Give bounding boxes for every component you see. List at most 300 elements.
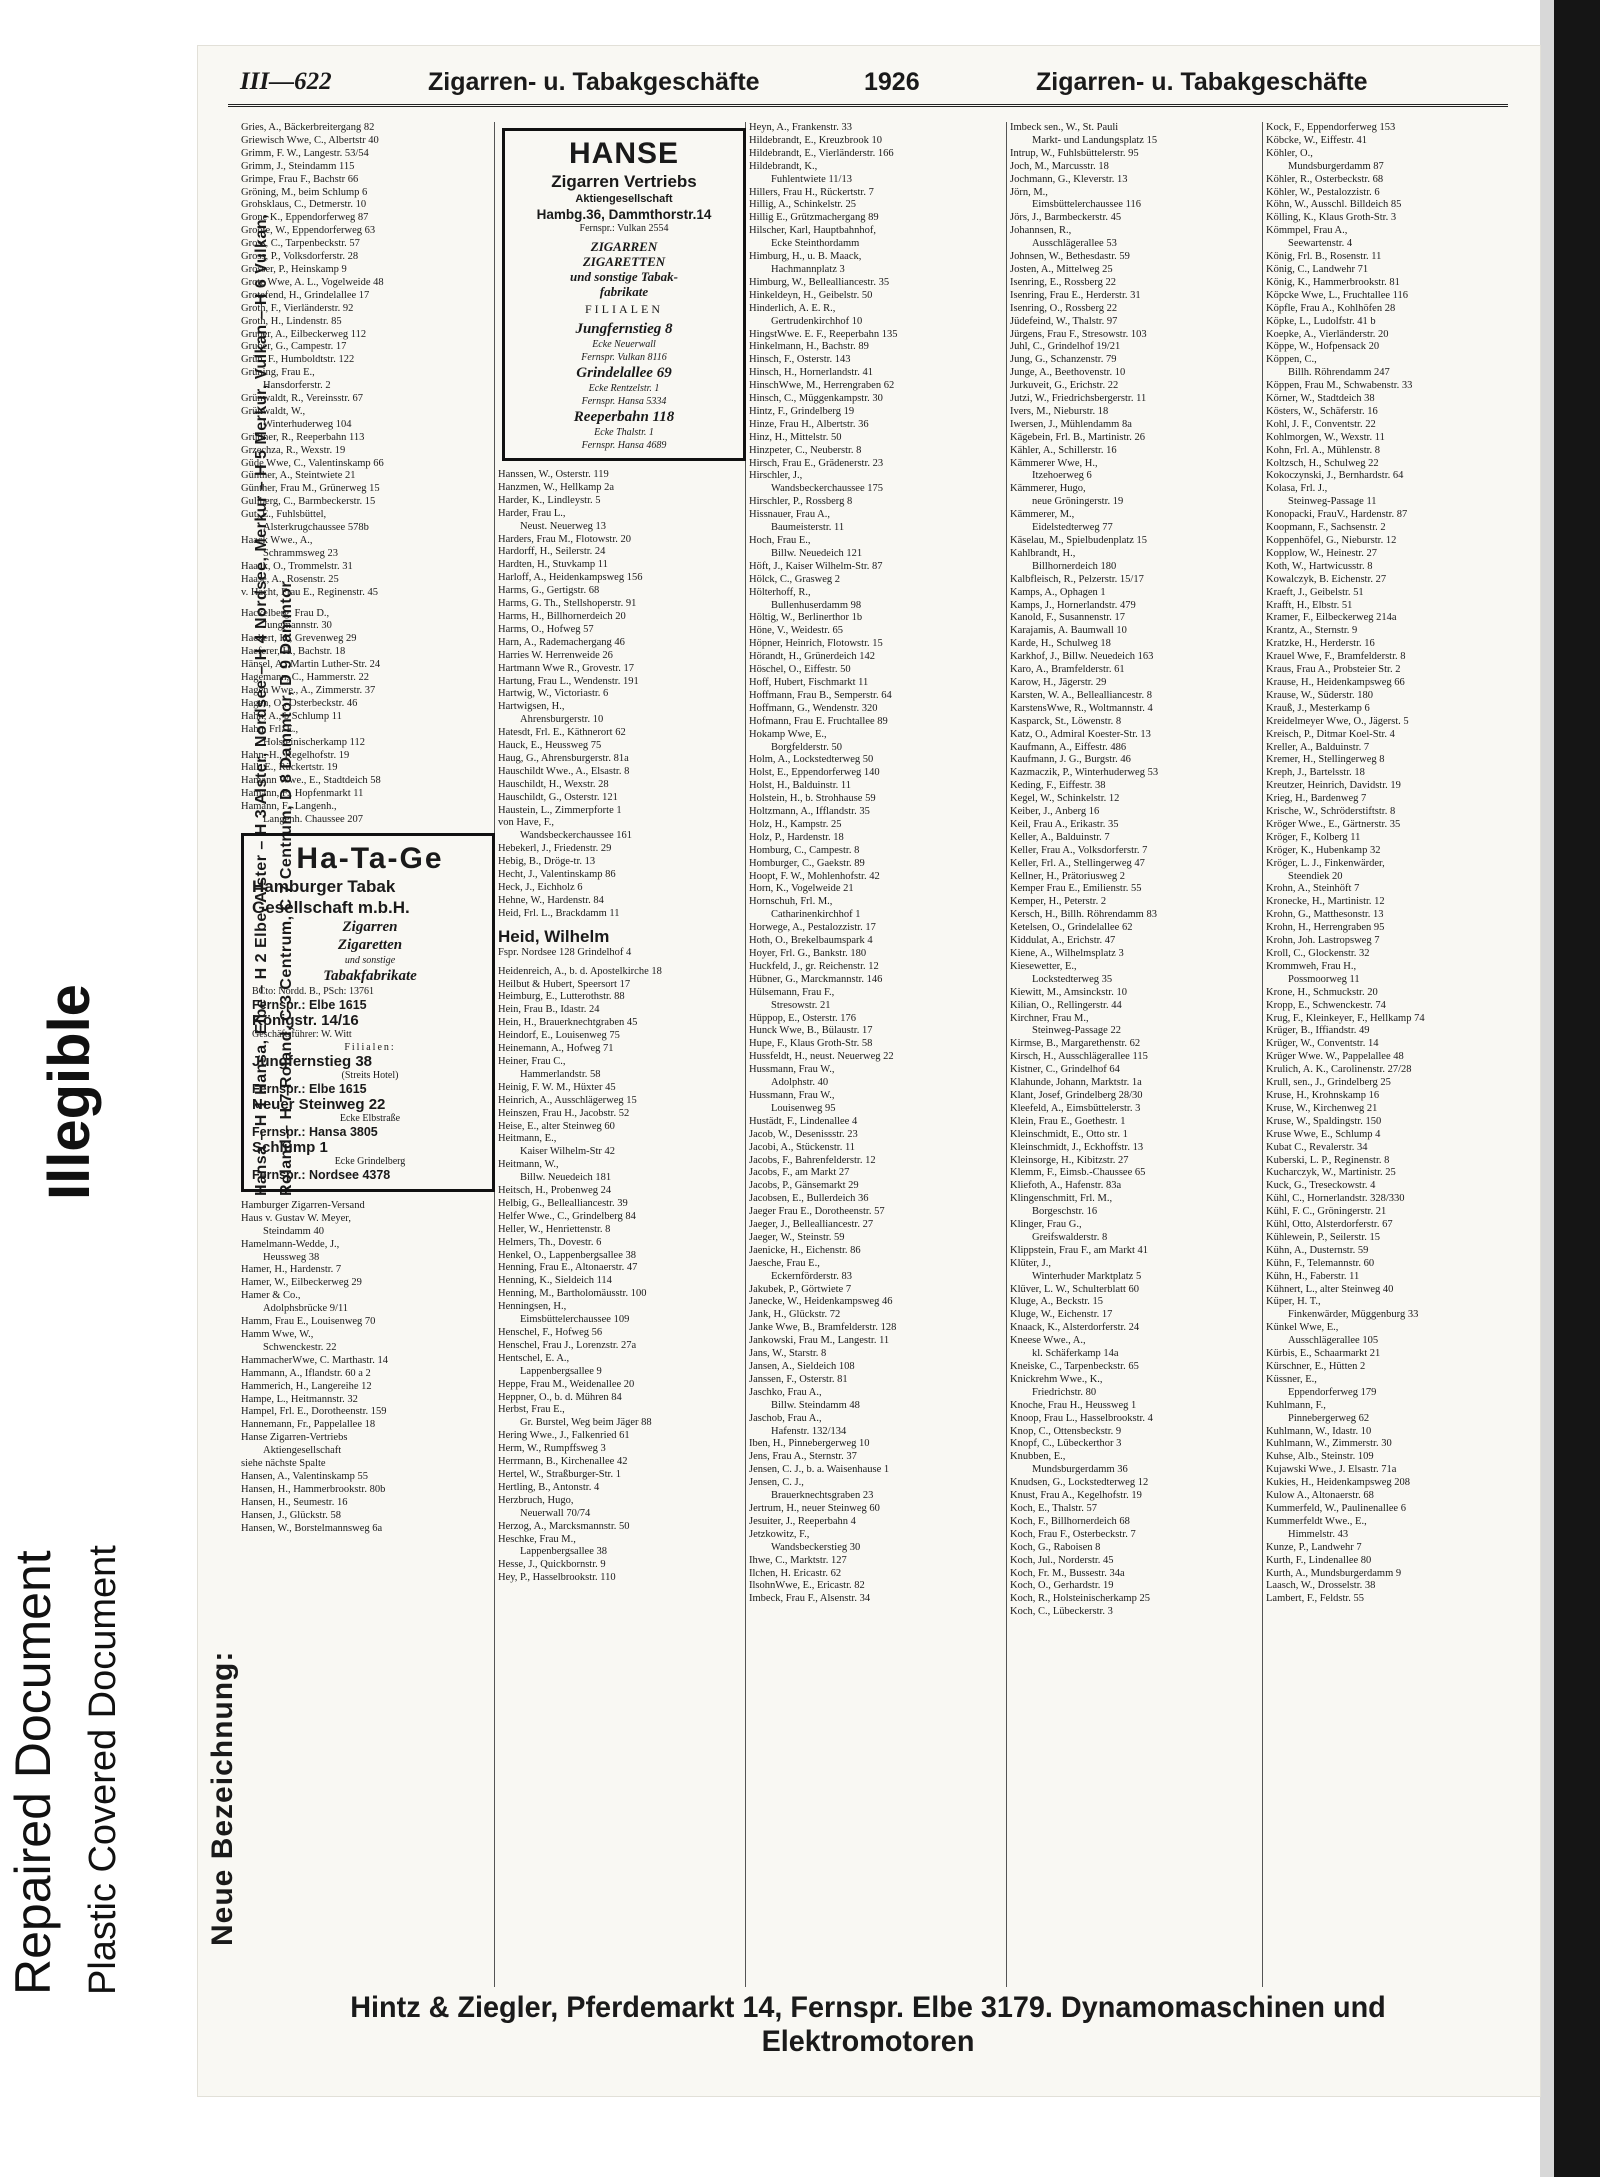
directory-entry: Koch, Jul., Norderstr. 45: [1010, 1554, 1114, 1566]
hatage-line: Neuer Steinweg 22: [252, 1095, 386, 1113]
directory-entry: Hildebrandt, E., Kreuzbrook 10: [749, 134, 882, 146]
directory-entry: Hauschildt, H., Wexstr. 28: [498, 778, 609, 790]
entry-continuation: Schwenckestr. 22: [263, 1341, 337, 1353]
directory-entry: Kühl, C., Hornerlandstr. 328/330: [1266, 1193, 1405, 1205]
directory-entry: Grotefend, H., Grindelallee 17: [241, 289, 370, 301]
directory-entry: Hatesdt, Frl. E., Käthnerort 62: [498, 727, 626, 739]
directory-entry: Gross, P., Volksdorferstr. 28: [241, 251, 359, 263]
directory-entry: Höltig, W., Berlinerthor 1b: [749, 612, 863, 624]
directory-entry: Hillers, Frau H., Rückertstr. 7: [749, 186, 874, 198]
directory-entry: Himburg, H., u. B. Maack,: [749, 251, 862, 263]
directory-entry: Kunze, P., Landwehr 7: [1266, 1541, 1362, 1553]
directory-entry: Kistner, C., Grindelhof 64: [1010, 1064, 1120, 1076]
directory-entry: Isenring, O., Rossberg 22: [1010, 302, 1118, 314]
directory-entry: Hebekerl, J., Friedenstr. 29: [498, 843, 612, 855]
footer-advert: Hintz & Ziegler, Pferdemarkt 14, Fernspr. Elbe 3179. Dynamomaschinen und Elektromotoren: [350, 1991, 1386, 2058]
directory-entry: Jaschob, Frau A.,: [749, 1412, 822, 1424]
hanse-products: ZIGARREN: [590, 239, 658, 254]
entry-continuation: Eckernförderstr. 83: [771, 1270, 853, 1282]
directory-entry: Knoop, Frau L., Hasselbrookstr. 4: [1010, 1412, 1153, 1424]
directory-entry: Kilian, O., Rellingerstr. 44: [1010, 999, 1122, 1011]
directory-entry: Kersch, H., Billh. Röhrendamm 83: [1010, 909, 1157, 921]
directory-entry: Künkel Wwe, E.,: [1266, 1322, 1339, 1334]
directory-entry: Hoffmann, G., Wendenstr. 320: [749, 702, 878, 714]
entry-continuation: Schrammsweg 23: [263, 547, 338, 559]
stamp-repaired: Repaired Document: [5, 1550, 61, 1995]
directory-entry: Kühlewein, P., Seilerstr. 15: [1266, 1231, 1381, 1243]
directory-entry: Harries W. Herrenweide 26: [498, 649, 613, 661]
directory-entry: Jaeger, J., Bellealliancestr. 27: [749, 1219, 874, 1231]
directory-entry: Kronecke, H., Martinistr. 12: [1266, 896, 1385, 908]
directory-entry: Hofmann, Frau E. Fruchtallee 89: [749, 715, 888, 727]
entry-continuation: Eimsbüttelerchaussee 109: [520, 1314, 630, 1326]
directory-entry: v. Hacht, Frau E., Reginenstr. 45: [241, 586, 378, 598]
directory-entry: Herrmann, B., Kirchenallee 42: [498, 1456, 628, 1468]
directory-entry: Krug, F., Kleinkeyer, F., Hellkamp 74: [1266, 1012, 1425, 1024]
directory-entry: Jüdefeind, W., Thalstr. 97: [1010, 315, 1118, 327]
directory-entry: Jans, W., Starstr. 8: [749, 1348, 827, 1360]
directory-entry: Kaufmann, J. G., Burgstr. 46: [1010, 754, 1131, 766]
directory-entry: Jacobs, F., am Markt 27: [749, 1167, 850, 1179]
directory-entry: Krüger, W., Conventstr. 14: [1266, 1038, 1379, 1050]
directory-entry: Knaack, K., Alsterdorferstr. 24: [1010, 1322, 1140, 1334]
directory-entry: Hoffmann, Frau B., Semperstr. 64: [749, 689, 892, 701]
directory-entry: Hinsch, C., Müggenkampstr. 30: [749, 393, 883, 405]
entry-continuation: Eppendorferweg 179: [1288, 1386, 1377, 1398]
directory-entry: Krause, H., Heidenkampsweg 66: [1266, 676, 1405, 688]
hanse-branch-phone: Fernspr. Vulkan 8116: [581, 352, 667, 363]
directory-entry: Grone K., Eppendorferweg 87: [241, 212, 369, 224]
column-5: [1266, 122, 1524, 1606]
directory-entry: Kreutzer, Heinrich, Davidstr. 19: [1266, 780, 1401, 792]
directory-entry: Köhler, W., Pestalozzistr. 6: [1266, 186, 1380, 198]
hatage-line: Ecke Grindelberg: [334, 1155, 406, 1167]
directory-entry: Haack Wwe., A.,: [241, 535, 313, 546]
directory-entry: Joch, M., Marcusstr. 18: [1010, 160, 1109, 172]
directory-entry: Kamps, A., Ophagen 1: [1010, 586, 1106, 598]
scan-border: [1540, 0, 1600, 2177]
hatage-line: Fernspr.: Elbe 1615: [252, 997, 367, 1012]
entry-continuation: Ausschlägerallee 105: [1288, 1335, 1379, 1347]
directory-entry: Hansen, H., Seumestr. 16: [241, 1496, 348, 1508]
directory-entry: Harloff, A., Heidenkampsweg 156: [498, 572, 643, 584]
directory-entry: Hein, Frau B., Idastr. 24: [498, 1004, 600, 1016]
hanse-branch: Grindelallee 69: [576, 365, 672, 381]
directory-entry: Hardorff, H., Seilerstr. 24: [498, 546, 606, 558]
entry-continuation: Billh. Röhrendamm 247: [1288, 367, 1390, 379]
directory-entry: Hinz, H., Mittelstr. 50: [749, 431, 842, 443]
directory-entry: Junge, A., Beethovenstr. 10: [1010, 367, 1126, 379]
directory-entry: Kraeft, J., Geibelstr. 51: [1266, 586, 1364, 598]
entry-continuation: Ecke Steinthordamm: [771, 238, 860, 250]
directory-entry: Hackert, H., Grevenweg 29: [241, 633, 357, 645]
directory-entry: Horn, K., Vogelweide 21: [749, 883, 854, 895]
entry-continuation: Winterhuder Marktplatz 5: [1032, 1270, 1142, 1282]
directory-entry: Kiene, A., Wilhelmsplatz 3: [1010, 948, 1124, 959]
directory-entry: Knubben, E.,: [1010, 1451, 1066, 1463]
entry-continuation: Steindamm 40: [263, 1225, 324, 1237]
directory-entry: Heller, W., Henriettenstr. 8: [498, 1223, 611, 1235]
side-notice-line-1: Hansa – H 1 Hansa, Elbe – H 2 Elbe, Alster – H 3 Alster, Nordsee – H 4 Nordsee, Merkur – H 5 Merkur, Vulkan – H 6 Vulkan,: [253, 213, 270, 1196]
directory-entry: Hamer & Co.,: [241, 1290, 301, 1302]
directory-entry: Hagen, O., Osterbeckstr. 46: [241, 697, 358, 709]
entry-list: [241, 608, 499, 827]
directory-entry: Krauel Wwe, F., Bramfelderstr. 8: [1266, 651, 1406, 663]
directory-entry: Knust, Frau A., Kegelhofstr. 19: [1010, 1490, 1142, 1502]
entry-continuation: Baumeisterstr. 11: [771, 522, 845, 534]
directory-entry: Grüttner, R., Reeperbahn 113: [241, 431, 365, 443]
directory-entry: Krüger, B., Iffiandstr. 49: [1266, 1025, 1370, 1037]
directory-entry: Kruse, W., Kirchenweg 21: [1266, 1102, 1378, 1114]
directory-entry: Heppe, Frau M., Weidenallee 20: [498, 1378, 635, 1390]
hatage-line: Fernspr.: Elbe 1615: [252, 1081, 367, 1096]
directory-entry: Harms, H., Billhornerdeich 20: [498, 610, 626, 622]
directory-entry: Käselau, M., Spielbudenplatz 15: [1010, 535, 1148, 546]
directory-entry: Hillig E., Grützmachergang 89: [749, 212, 879, 224]
entry-continuation: Gr. Burstel, Weg beim Jäger 88: [520, 1417, 652, 1429]
hanse-branch-corner: Ecke Thalstr. 1: [594, 427, 654, 438]
directory-entry: Jacobs, F., Bahrenfelderstr. 12: [749, 1154, 876, 1166]
heid-line: Fspr. Nordsee 128 Grindelhof 4: [498, 946, 632, 958]
directory-entry: Henschel, F., Hofweg 56: [498, 1327, 603, 1338]
directory-entry: Iben, H., Pinnebergerweg 10: [749, 1438, 870, 1450]
hanse-branch-corner: Ecke Neuerwall: [592, 339, 656, 350]
directory-entry: Kuhlmann, W., Idastr. 10: [1266, 1425, 1372, 1437]
directory-entry: Jutzi, W., Friedrichsbergerstr. 11: [1010, 393, 1147, 405]
directory-entry: Kukies, H., Heidenkampsweg 208: [1266, 1477, 1411, 1489]
entry-continuation: Holsteinischerkamp 112: [263, 736, 365, 748]
directory-entry: Hoff, Hubert, Fischmarkt 11: [749, 676, 869, 688]
directory-entry: Koopmann, F., Sachsenstr. 2: [1266, 522, 1386, 534]
directory-entry: Hartwig, W., Victoriastr. 6: [498, 688, 609, 700]
directory-entry: Hampe, L., Heitmannstr. 32: [241, 1393, 358, 1405]
entry-continuation: Eimsbüttelerchaussee 116: [1032, 199, 1141, 211]
directory-entry: Gross, C., Tarpenbeckstr. 57: [241, 238, 360, 250]
directory-entry: Kämmerer Wwe, H.,: [1010, 457, 1098, 469]
directory-entry: Gruber, G., Campestr. 17: [241, 341, 347, 353]
directory-entry: Kirmse, B., Margarethenstr. 62: [1010, 1038, 1141, 1050]
directory-entry: Hornschuh, Frl. M.,: [749, 896, 833, 908]
directory-entry: Kuhlmann, F.,: [1266, 1399, 1326, 1411]
entry-continuation: Billw. Neuedeich 181: [520, 1172, 612, 1184]
directory-entry: Keding, F., Eiffestr. 38: [1010, 780, 1106, 792]
directory-entry: Herbst, Frau E.,: [498, 1404, 565, 1416]
directory-entry: Krohn, G., Matthesonstr. 13: [1266, 909, 1384, 921]
directory-entry: Jürgens, Frau F., Stresowstr. 103: [1010, 328, 1147, 340]
directory-entry: Konopacki, FrauV., Hardenstr. 87: [1266, 509, 1408, 521]
directory-entry: Grimm, J., Steindamm 115: [241, 160, 355, 172]
entry-continuation: Hafenstr. 132/134: [771, 1425, 847, 1437]
directory-entry: Kummerfeldt Wwe., E.,: [1266, 1515, 1367, 1527]
directory-entry: Kreph, J., Bartelsstr. 18: [1266, 767, 1365, 779]
directory-entry: Kahlbrandt, H.,: [1010, 547, 1076, 559]
directory-entry: Kopplow, W., Heinestr. 27: [1266, 547, 1378, 559]
hatage-line: Gesellschaft m.b.H.: [252, 897, 410, 917]
hatage-line: Zigarren: [342, 918, 398, 935]
directory-entry: Kroll, C., Glockenstr. 32: [1266, 948, 1370, 959]
directory-entry: Kruse, H., Krohnskamp 16: [1266, 1089, 1380, 1101]
directory-entry: Gut, E., Fuhlsbüttel,: [241, 509, 327, 521]
directory-entry: Karajamis, A. Baumwall 10: [1010, 625, 1127, 637]
hatage-advert: [241, 833, 495, 1192]
directory-entry: Intrup, W., Fuhlsbüttelerstr. 95: [1010, 147, 1139, 159]
directory-entry: Kujawski Wwe., J. Elsastr. 71a: [1266, 1464, 1397, 1476]
directory-entry: Harder, Frau L.,: [498, 507, 566, 519]
directory-entry: Groote, W., Eppendorferweg 63: [241, 225, 376, 237]
hanse-products: fabrikate: [599, 284, 649, 299]
directory-entry: Kneese Wwe., A.,: [1010, 1335, 1086, 1347]
directory-entry: Kliefoth, A., Hafenstr. 83a: [1010, 1180, 1122, 1192]
directory-entry: Hillig, A., Schinkelstr. 25: [749, 199, 857, 211]
directory-entry: Hinze, Frau H., Albertstr. 36: [749, 418, 869, 430]
directory-entry: Hülsemann, Frau F.,: [749, 986, 835, 998]
directory-entry: Hirsch, Frau E., Grädenerstr. 23: [749, 457, 884, 469]
entry-continuation: Hammerlandstr. 58: [520, 1068, 601, 1080]
directory-entry: Kiesewetter, E.,: [1010, 960, 1077, 972]
directory-entry: Jensen, C. J., b. a. Waisenhause 1: [749, 1464, 890, 1476]
directory-entry: Hirschler, J.,: [749, 470, 803, 482]
directory-entry: Hannemann, Fr., Pappelallee 18: [241, 1419, 376, 1431]
directory-entry: Hänsel, A., Martin Luther-Str. 24: [241, 659, 381, 671]
entry-continuation: Kaiser Wilhelm-Str 42: [520, 1146, 616, 1158]
directory-entry: Helfer Wwe., C., Grindelberg 84: [498, 1210, 636, 1222]
directory-entry: Jakubek, P., Görtwiete 7: [749, 1283, 852, 1295]
directory-entry: Haus v. Gustav W. Meyer,: [241, 1212, 352, 1224]
directory-entry: Kohn, Frl. A., Mühlenstr. 8: [1266, 444, 1381, 456]
directory-entry: Heinszen, Frau H., Jacobstr. 52: [498, 1107, 630, 1119]
directory-entry: Isenring, Frau E., Herderstr. 31: [1010, 289, 1141, 301]
entry-continuation: Borgeschstr. 16: [1032, 1206, 1098, 1218]
entry-continuation: Pinnebergerweg 62: [1288, 1412, 1370, 1424]
directory-entry: Hoth, O., Brekelbaumspark 4: [749, 935, 873, 947]
directory-entry: Kühnert, L., alter Steinweg 40: [1266, 1283, 1394, 1295]
entry-continuation: Steinweg-Passage 22: [1032, 1025, 1121, 1037]
directory-entry: Heck, J., Eichholz 6: [498, 882, 583, 893]
directory-entry: Höft, J., Kaiser Wilhelm-Str. 87: [749, 560, 883, 572]
directory-entry: Hansen, W., Borstelmannsweg 6a: [241, 1522, 383, 1534]
directory-entry: Hüppop, E., Osterstr. 176: [749, 1012, 857, 1024]
directory-entry: Keller, Frl. A., Stellingerweg 47: [1010, 857, 1145, 869]
directory-entry: Hauschildt Wwe., A., Elsastr. 8: [498, 765, 630, 777]
directory-entry: Kluge, W., Eichenstr. 17: [1010, 1309, 1113, 1321]
directory-entry: Janecke, W., Heidenkampsweg 46: [749, 1296, 893, 1308]
directory-entry: König, C., Landwehr 71: [1266, 263, 1369, 275]
directory-entry: Hamann Wwe., E., Stadtdeich 58: [241, 775, 381, 787]
directory-entry: Kemper Frau E., Emilienstr. 55: [1010, 883, 1142, 895]
directory-entry: Imbeck, Frau F., Alsenstr. 34: [749, 1593, 871, 1605]
directory-entry: Kleinsorge, H., Kibitzstr. 27: [1010, 1154, 1129, 1166]
directory-entry: Hamburger Zigarren-Versand: [241, 1199, 365, 1211]
directory-entry: Hilscher, Karl, Hauptbahnhof,: [749, 225, 876, 237]
entry-continuation: Gertrudenkirchhof 10: [771, 315, 863, 327]
directory-entry: Homburg, C., Campestr. 8: [749, 844, 860, 856]
directory-entry: Herm, W., Rumpffsweg 3: [498, 1443, 606, 1455]
directory-entry: Holm, A., Lockstedterweg 50: [749, 754, 874, 766]
directory-entry: Hesse, J., Quickbornstr. 9: [498, 1559, 606, 1571]
directory-entry: Harn, A., Rademachergang 46: [498, 636, 625, 648]
directory-entry: Kämmerer, M.,: [1010, 509, 1075, 521]
entry-continuation: Alsterkrugchaussee 578b: [263, 522, 369, 534]
directory-entry: Holtzmann, A., Ifflandstr. 35: [749, 806, 870, 818]
directory-entry: Hamer, H., Hardenstr. 7: [241, 1264, 342, 1276]
directory-entry: Hey, P., Hasselbrookstr. 110: [498, 1572, 616, 1584]
entry-continuation: Billw. Neuedeich 121: [771, 547, 863, 559]
directory-entry: Holz, P., Hardenstr. 18: [749, 831, 844, 843]
directory-entry: Krohn, Joh. Lastropsweg 7: [1266, 935, 1380, 947]
directory-entry: Hammerich, H., Langereihe 12: [241, 1380, 372, 1392]
entry-continuation: Fuhlentwiete 11/13: [771, 173, 852, 185]
directory-entry: HingstWwe. E. F., Reeperbahn 135: [749, 328, 898, 340]
directory-entry: Kurth, A., Mundsburgerdamm 9: [1266, 1567, 1402, 1579]
directory-entry: Hinkelmann, H., Bachstr. 89: [749, 341, 869, 353]
directory-entry: Krohn, H., Herrengraben 95: [1266, 922, 1385, 934]
directory-entry: Hörandt, H., Grünerdeich 142: [749, 651, 875, 663]
directory-entry: Koltzsch, H., Schulweg 22: [1266, 457, 1379, 469]
directory-entry: Gruber, A., Eilbeckerweg 112: [241, 328, 367, 340]
directory-entry: Hamm Wwe, W.,: [241, 1329, 314, 1340]
directory-entry: Kröger Wwe., E., Gärtnerstr. 35: [1266, 818, 1401, 830]
directory-entry: Kühn, A., Dusternstr. 59: [1266, 1244, 1369, 1256]
directory-entry: Hartwigsen, H.,: [498, 701, 565, 713]
directory-entry: Karkhof, J., Billw. Neuedeich 163: [1010, 651, 1154, 663]
directory-entry: Hauschildt, G., Osterstr. 121: [498, 791, 618, 803]
entry-continuation: Langenh. Chaussee 207: [263, 814, 364, 826]
hanse-branch: Reeperbahn 118: [573, 409, 675, 425]
directory-entry: Krause, W., Süderstr. 180: [1266, 689, 1374, 701]
directory-entry: Jörn, M.,: [1010, 186, 1048, 198]
hatage-line: Fernspr.: Nordsee 4378: [252, 1167, 391, 1182]
directory-entry: Hustädt, F., Lindenallee 4: [749, 1115, 858, 1127]
directory-entry: Hauck, E., Heussweg 75: [498, 740, 602, 752]
directory-entry: Jansen, A., Sieldeich 108: [749, 1361, 855, 1372]
directory-entry: Kremer, H., Stellingerweg 8: [1266, 754, 1385, 766]
directory-entry: Kohlmorgen, W., Wexstr. 11: [1266, 431, 1385, 443]
column-2: [498, 122, 756, 1585]
directory-entry: Kock, F., Eppendorferweg 153: [1266, 122, 1396, 133]
page-header: [228, 64, 1508, 107]
directory-entry: Katz, O., Admiral Koester-Str. 13: [1010, 728, 1151, 740]
directory-entry: Kazmaczik, P., Winterhuderweg 53: [1010, 767, 1159, 779]
directory-entry: Kösters, W., Schäferstr. 16: [1266, 405, 1378, 417]
directory-entry: Knopf, C., Lübeckerthor 3: [1010, 1438, 1122, 1450]
directory-entry: Grün, F., Humboldtstr. 122: [241, 354, 355, 366]
directory-entry: Klippstein, Frau F., am Markt 41: [1010, 1244, 1148, 1256]
directory-entry: Huckfeld, J., gr. Reichenstr. 12: [749, 960, 879, 972]
directory-entry: Hammann, A., Iflandstr. 60 a 2: [241, 1367, 371, 1379]
directory-entry: Kluge, A., Beckstr. 15: [1010, 1296, 1104, 1308]
directory-entry: Koch, R., Holsteinischerkamp 25: [1010, 1593, 1150, 1605]
directory-entry: Hackelberg, Frau D.,: [241, 607, 330, 619]
directory-entry: Kummerfeld, W., Paulinenallee 6: [1266, 1502, 1406, 1514]
directory-entry: Köpke, L., Ludolfstr. 41 b: [1266, 315, 1376, 327]
directory-entry: Kühl, F. C., Gröningerstr. 21: [1266, 1206, 1387, 1218]
directory-entry: Kühn, F., Telemannstr. 60: [1266, 1257, 1375, 1269]
stamp-illegible: Illegible: [37, 984, 102, 1200]
directory-entry: Kähler, A., Schillerstr. 16: [1010, 444, 1117, 456]
directory-entry: Kölling, K., Klaus Groth-Str. 3: [1266, 212, 1397, 224]
entry-continuation: Lappenbergsallee 38: [520, 1546, 607, 1558]
hanse-phone: Fernspr.: Vulkan 2554: [579, 223, 669, 234]
entry-list: [241, 1200, 499, 1536]
directory-entry: Keller, Frau A., Volksdorferstr. 7: [1010, 844, 1148, 856]
directory-entry: Kropp, E., Schwenckestr. 74: [1266, 999, 1386, 1011]
directory-entry: Henkel, O., Lappenbergsallee 38: [498, 1249, 637, 1261]
hanse-branch-corner: Ecke Rentzelstr. 1: [588, 383, 660, 394]
directory-entry: Heitsch, H., Probenweg 24: [498, 1185, 612, 1197]
entry-continuation: Billw. Steindamm 48: [771, 1399, 860, 1411]
directory-entry: Küper, H. T.,: [1266, 1296, 1321, 1308]
directory-entry: Koth, W., Hartwicusstr. 8: [1266, 560, 1373, 572]
directory-entry: Kokoczynski, J., Bernhardstr. 64: [1266, 470, 1404, 482]
directory-entry: Kellner, H., Prätoriusweg 2: [1010, 870, 1126, 882]
entry-continuation: Adolphstr. 40: [771, 1077, 829, 1089]
directory-entry: Kirchner, Frau M.,: [1010, 1012, 1089, 1024]
directory-entry: Jacobi, A., Stückenstr. 11: [749, 1141, 856, 1153]
heid-title: Heid, Wilhelm: [498, 926, 610, 946]
directory-entry: Heid, Frl. L., Brackdamm 11: [498, 907, 620, 919]
scan-edge: [1540, 0, 1554, 2177]
directory-entry: Heidenreich, A., b. d. Apostelkirche 18: [498, 965, 662, 977]
entry-continuation: Louisenweg 95: [771, 1102, 836, 1114]
directory-entry: Kemper, H., Peterstr. 2: [1010, 896, 1107, 908]
entry-continuation: Mundsburgerdamm 87: [1288, 160, 1384, 172]
directory-entry: Haack, O., Trommelstr. 31: [241, 560, 353, 572]
directory-entry: Harder, K., Lindleystr. 5: [498, 494, 601, 506]
directory-entry: Kämmerer, Hugo,: [1010, 483, 1086, 495]
directory-entry: Koepke, A., Vierländerstr. 20: [1266, 328, 1389, 340]
directory-entry: Keller, A., Balduinstr. 7: [1010, 831, 1110, 843]
directory-entry: Jurkuveit, G., Erichstr. 22: [1010, 380, 1119, 392]
directory-entry: Kröger, F., Kolberg 11: [1266, 831, 1361, 843]
entry-continuation: Brauerknechtsgraben 23: [771, 1490, 874, 1502]
entry-continuation: Borgfelderstr. 50: [771, 741, 842, 753]
directory-entry: Haustein, L., Zimmerpforte 1: [498, 804, 622, 816]
directory-entry: Heinig, F. W. M., Hüxter 45: [498, 1081, 616, 1093]
entry-continuation: Wandsbeckerstieg 30: [771, 1541, 861, 1553]
directory-entry: Jensen, C. J.,: [749, 1477, 804, 1489]
directory-entry: Kraus, Frau A., Probsteier Str. 2: [1266, 664, 1401, 676]
side-notice-line-2: Roland – H 7 Roland, C 3 Centrum, C 7 Centrum, D 8 Dammtor, D 9 Dammtor: [278, 580, 295, 1196]
directory-entry: Hanse Zigarren-Vertriebs: [241, 1432, 348, 1444]
directory-entry: Holst, E., Eppendorferweg 140: [749, 767, 880, 779]
directory-entry: Henning, M., Bartholomäusstr. 100: [498, 1288, 647, 1300]
entry-continuation: Hachmannplatz 3: [771, 263, 845, 275]
directory-entry: Kleefeld, A., Eimsbüttelerstr. 3: [1010, 1102, 1141, 1114]
directory-entry: Jaeger, W., Steinstr. 59: [749, 1231, 845, 1243]
hatage-line: Geschäftsführer: W. Witt: [252, 1028, 352, 1040]
directory-entry: Hering Wwe., J., Falkenried 61: [498, 1430, 630, 1442]
directory-entry: Koch, Frau F., Osterbeckstr. 7: [1010, 1528, 1136, 1540]
directory-entry: Köhler, O.,: [1266, 147, 1313, 159]
directory-entry: Heiner, Frau C.,: [498, 1055, 566, 1067]
directory-entry: Hintz, F., Grindelberg 19: [749, 405, 855, 417]
directory-entry: Hildebrandt, K.,: [749, 160, 818, 172]
directory-entry: Kuhse, Alb., Steinstr. 109: [1266, 1451, 1374, 1463]
directory-entry: Heitmann, E.,: [498, 1133, 557, 1145]
directory-entry: Kreller, A., Balduinstr. 7: [1266, 741, 1370, 753]
directory-entry: Höpner, Heinrich, Flotowstr. 15: [749, 638, 883, 650]
entry-continuation: Mundsburgerdamm 36: [1032, 1464, 1128, 1476]
directory-entry: Karde, H., Schulweg 18: [1010, 638, 1111, 650]
directory-entry: Jankowski, Frau M., Langestr. 11: [749, 1335, 890, 1347]
entry-continuation: Ahrensburgerstr. 10: [520, 714, 604, 726]
directory-entry: Henning, K., Sieldeich 114: [498, 1275, 612, 1287]
directory-entry: Janke Wwe, B., Bramfelderstr. 128: [749, 1322, 897, 1334]
directory-entry: Gröning, M., beim Schlump 6: [241, 186, 368, 198]
directory-entry: HammacherWwe, C. Marthastr. 14: [241, 1354, 388, 1366]
directory-entry: Iwersen, J., Mühlendamm 8a: [1010, 418, 1132, 430]
directory-entry: Hinkeldeyn, H., Geibelstr. 50: [749, 289, 873, 301]
